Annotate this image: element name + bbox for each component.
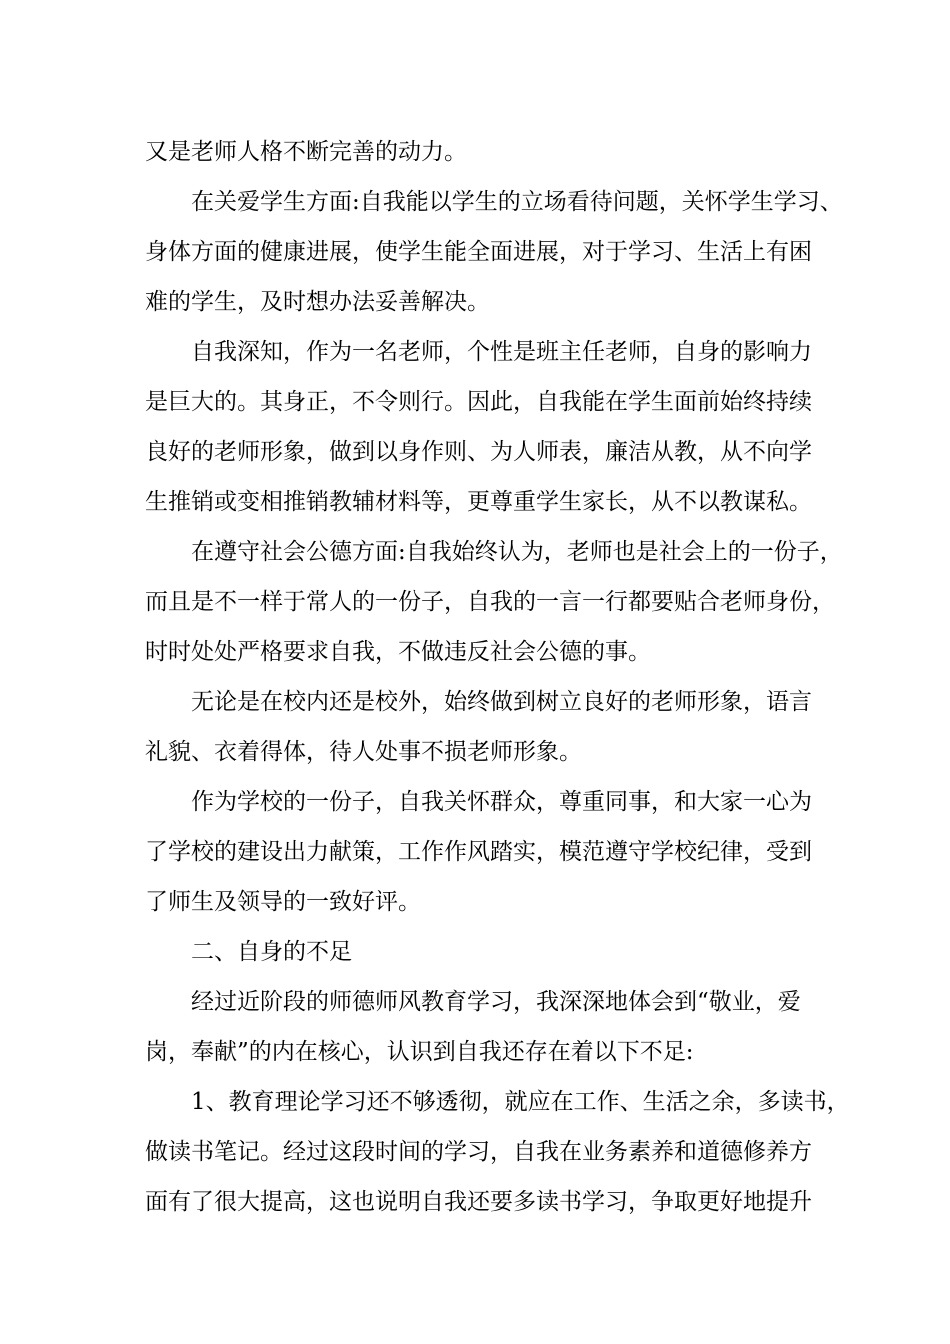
text-line: 生推销或变相推销教辅材料等，更尊重学生家长，从不以教谋私。 xyxy=(145,489,812,515)
text-line: 二、自身的不足 xyxy=(191,939,352,965)
text-line: 礼貌、衣着得体，待人处事不损老师形象。 xyxy=(145,739,582,765)
text-line: 了师生及领导的一致好评。 xyxy=(145,889,421,915)
text-line: 良好的老师形象，做到以身作则、为人师表，廉洁从教，从不向学 xyxy=(145,439,812,465)
text-line: 自我深知，作为一名老师，个性是班主任老师，自身的影响力 xyxy=(191,339,812,365)
text-line: 是巨大的。其身正，不令则行。因此，自我能在学生面前始终持续 xyxy=(145,389,812,415)
text-line: 时时处处严格要求自我，不做违反社会公德的事。 xyxy=(145,639,651,665)
text-line: 1、教育理论学习还不够透彻，就应在工作、生活之余，多读书， xyxy=(191,1089,850,1115)
text-line: 经过近阶段的师德师风教育学习，我深深地体会到“敬业，爱 xyxy=(191,989,801,1015)
text-line: 作为学校的一份子，自我关怀群众，尊重同事，和大家一心为 xyxy=(191,789,812,815)
document-body xyxy=(145,127,850,1227)
text-line: 岗，奉献”的内在核心，认识到自我还存在着以下不足: xyxy=(145,1039,694,1065)
text-line: 身体方面的健康进展，使学生能全面进展，对于学习、生活上有困 xyxy=(145,239,812,265)
text-line: 了学校的建设出力献策，工作作风踏实，模范遵守学校纪律，受到 xyxy=(145,839,812,865)
text-line: 难的学生，及时想办法妥善解决。 xyxy=(145,289,490,315)
text-line: 在遵守社会公德方面:自我始终认为，老师也是社会上的一份子， xyxy=(191,539,843,565)
text-line: 面有了很大提高，这也说明自我还要多读书学习，争取更好地提升 xyxy=(145,1189,812,1215)
text-line: 无论是在校内还是校外，始终做到树立良好的老师形象，语言 xyxy=(191,689,812,715)
text-line: 做读书笔记。经过这段时间的学习，自我在业务素养和道德修养方 xyxy=(145,1139,812,1165)
text-line: 而且是不一样于常人的一份子，自我的一言一行都要贴合老师身份， xyxy=(145,589,835,615)
text-line: 又是老师人格不断完善的动力。 xyxy=(145,139,467,165)
text-line: 在关爱学生方面:自我能以学生的立场看待问题，关怀学生学习、 xyxy=(191,189,843,215)
